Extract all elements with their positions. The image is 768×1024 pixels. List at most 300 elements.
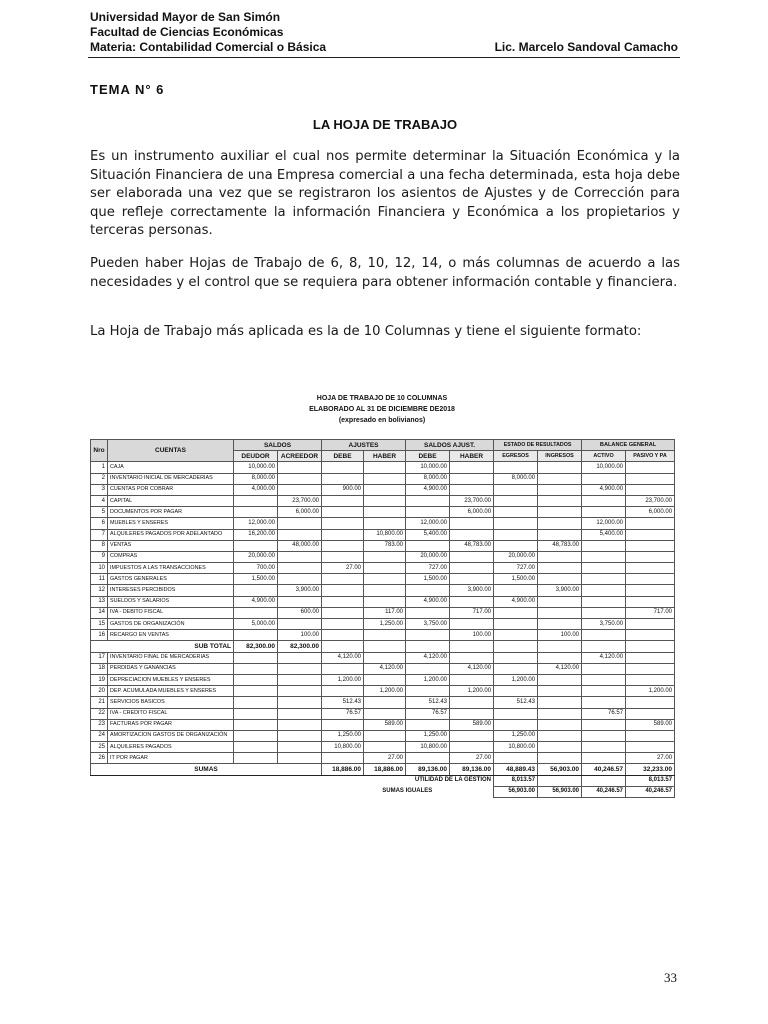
amount-cell: 5,000.00 [234,619,278,630]
amount-cell [538,473,582,484]
row-number: 5 [91,507,108,518]
utilidad-pasivo: 8,013.57 [626,775,675,786]
amount-cell [322,630,364,641]
amount-cell: 4,120.00 [364,663,406,674]
amount-cell: 48,000.00 [278,540,322,551]
amount-cell [582,596,626,607]
empty-cell [538,641,582,652]
account-name: IMPUESTOS A LAS TRANSACCIONES [108,563,234,574]
empty-cell [91,775,322,786]
amount-cell: 4,120.00 [406,652,450,663]
amount-cell: 6,000.00 [450,507,494,518]
amount-cell [234,495,278,506]
account-name: MUEBLES Y ENSERES [108,518,234,529]
sub-header: PASIVO Y PA [626,451,675,462]
row-number: 16 [91,630,108,641]
header-divider [88,57,680,58]
amount-cell [494,753,538,764]
paragraph-2: Pueden haber Hojas de Trabajo de 6, 8, 10, 12, 14, o más columnas de acuerdo a las necesidades y el control que se requiera para obtener información contable y financiera. [90,256,680,290]
amount-cell: 783.00 [364,540,406,551]
amount-cell [234,607,278,618]
amount-cell [406,630,450,641]
amount-cell [494,484,538,495]
row-number: 10 [91,563,108,574]
faculty-name: Facultad de Ciencias Económicas [90,25,284,39]
amount-cell [494,529,538,540]
amount-cell: 3,900.00 [538,585,582,596]
amount-cell: 4,120.00 [538,663,582,674]
amount-cell [406,719,450,730]
paragraph-1: Es un instrumento auxiliar el cual nos permite determinar la Situación Económica y la Situación Financiera de una Empresa comercial a una fecha determinada, esta hoja debe ser elaborada una vez que se registraron los asientos de Ajustes y de Corrección para que refleje correctamente la información Financiera y Económica a los propietarios y terceras personas. [90,149,680,238]
amount-cell [364,708,406,719]
amount-cell: 727.00 [494,563,538,574]
table-row [91,462,675,473]
utilidad-egresos: 8,013.57 [494,775,538,786]
amount-cell [450,484,494,495]
amount-cell [278,473,322,484]
amount-cell [538,495,582,506]
amount-cell: 12,000.00 [582,518,626,529]
amount-cell: 4,900.00 [406,596,450,607]
amount-cell [322,607,364,618]
amount-cell [322,719,364,730]
amount-cell [494,719,538,730]
amount-cell [494,540,538,551]
amount-cell [450,462,494,473]
paragraph-3: La Hoja de Trabajo más aplicada es la de 10 Columnas y tiene el siguiente formato: [90,324,642,339]
amount-cell: 16,200.00 [234,529,278,540]
row-number: 11 [91,574,108,585]
amount-cell: 600.00 [278,607,322,618]
amount-cell [278,652,322,663]
group-header-row [91,440,675,451]
amount-cell [626,730,675,741]
amount-cell [364,551,406,562]
amount-cell [494,652,538,663]
amount-cell [582,607,626,618]
sumas-iguales-row [91,786,675,797]
amount-cell: 4,900.00 [406,484,450,495]
amount-cell [364,574,406,585]
amount-cell: 12,000.00 [406,518,450,529]
subtotal-label: SUB TOTAL [91,641,234,652]
amount-cell [278,484,322,495]
amount-cell [626,674,675,685]
amount-cell [538,686,582,697]
table-row [91,551,675,562]
amount-cell [582,585,626,596]
worksheet-heading [90,393,674,426]
row-number: 25 [91,742,108,753]
sub-header: ACREEDOR [278,451,322,462]
amount-cell [322,473,364,484]
amount-cell [450,563,494,574]
amount-cell: 1,500.00 [406,574,450,585]
amount-cell [626,663,675,674]
amount-cell: 1,200.00 [364,686,406,697]
amount-cell [582,697,626,708]
table-row [91,708,675,719]
table-row [91,742,675,753]
sumas-cell: 40,246.57 [582,764,626,775]
account-name: AMORTIZACION GASTOS DE ORGANIZACIÓN [108,730,234,741]
row-number: 14 [91,607,108,618]
amount-cell [538,563,582,574]
amount-cell: 20,000.00 [494,551,538,562]
sub-header: INGRESOS [538,451,582,462]
amount-cell: 1,200.00 [494,674,538,685]
amount-cell: 27.00 [450,753,494,764]
sumas-cell: 18,886.00 [322,764,364,775]
row-number: 19 [91,674,108,685]
table-row [91,686,675,697]
amount-cell [278,686,322,697]
sumas-iguales-cell: 40,246.57 [626,786,675,797]
amount-cell: 3,750.00 [406,619,450,630]
amount-cell [364,730,406,741]
amount-cell: 589.00 [626,719,675,730]
worksheet-image [90,393,674,815]
amount-cell [322,518,364,529]
amount-cell [538,507,582,518]
account-name: DEPRECIACION MUEBLES Y ENSERES [108,674,234,685]
amount-cell: 1,250.00 [406,730,450,741]
amount-cell: 5,400.00 [582,529,626,540]
amount-cell [538,719,582,730]
amount-cell [450,529,494,540]
amount-cell [278,574,322,585]
sumas-row [91,764,675,775]
amount-cell [234,686,278,697]
amount-cell [278,742,322,753]
amount-cell [494,585,538,596]
col-balance: BALANCE GENERAL [582,440,675,451]
empty-cell [582,775,626,786]
amount-cell [406,585,450,596]
amount-cell [364,563,406,574]
amount-cell [582,495,626,506]
amount-cell [538,708,582,719]
amount-cell: 4,120.00 [450,663,494,674]
amount-cell: 589.00 [450,719,494,730]
amount-cell [538,574,582,585]
amount-cell [278,529,322,540]
sumas-cell: 32,233.00 [626,764,675,775]
amount-cell: 5,400.00 [406,529,450,540]
amount-cell [538,619,582,630]
empty-cell [582,641,626,652]
amount-cell [538,607,582,618]
amount-cell [278,619,322,630]
amount-cell [322,753,364,764]
col-saldos-ajust: SALDOS AJUST. [406,440,494,451]
amount-cell: 23,700.00 [278,495,322,506]
amount-cell: 4,000.00 [234,484,278,495]
amount-cell [322,585,364,596]
amount-cell [582,507,626,518]
amount-cell [322,495,364,506]
amount-cell [538,529,582,540]
amount-cell [278,596,322,607]
sumas-cell: 18,886.00 [364,764,406,775]
amount-cell [322,507,364,518]
table-row [91,630,675,641]
page-number: 33 [664,970,677,985]
amount-cell [406,507,450,518]
amount-cell [494,507,538,518]
table-row [91,495,675,506]
worksheet-date: ELABORADO AL 31 DE DICIEMBRE DE2018 [309,406,455,413]
amount-cell [364,652,406,663]
sub-header: ACTIVO [582,451,626,462]
amount-cell [582,719,626,730]
account-name: DEP. ACUMULADA MUEBLES Y ENSERES [108,686,234,697]
col-estado: ESTADO DE RESULTADOS [494,440,582,451]
empty-cell [406,641,450,652]
amount-cell [234,652,278,663]
amount-cell [450,652,494,663]
amount-cell [364,484,406,495]
amount-cell [234,674,278,685]
row-number: 21 [91,697,108,708]
amount-cell [322,686,364,697]
topic-heading: TEMA N° 6 [90,82,165,97]
amount-cell [278,563,322,574]
amount-cell: 27.00 [626,753,675,764]
empty-cell [626,641,675,652]
table-row [91,585,675,596]
amount-cell [582,563,626,574]
amount-cell: 10,000.00 [234,462,278,473]
amount-cell [626,462,675,473]
row-number: 8 [91,540,108,551]
amount-cell: 4,900.00 [494,596,538,607]
amount-cell: 8,000.00 [234,473,278,484]
amount-cell: 8,000.00 [406,473,450,484]
accounts-body [91,462,675,798]
utilidad-row [91,775,675,786]
amount-cell: 100.00 [538,630,582,641]
row-number: 24 [91,730,108,741]
amount-cell: 512.43 [406,697,450,708]
amount-cell: 100.00 [278,630,322,641]
amount-cell [234,742,278,753]
amount-cell: 10,800.00 [364,529,406,540]
amount-cell [626,630,675,641]
amount-cell [582,630,626,641]
amount-cell [322,529,364,540]
amount-cell [626,596,675,607]
col-saldos: SALDOS [234,440,322,451]
amount-cell [538,596,582,607]
table-row [91,540,675,551]
amount-cell [234,630,278,641]
amount-cell: 1,500.00 [494,574,538,585]
amount-cell: 12,000.00 [234,518,278,529]
amount-cell: 20,000.00 [234,551,278,562]
account-name: INVENTARIO FINAL DE MERCADERIAS [108,652,234,663]
amount-cell [322,663,364,674]
amount-cell [494,663,538,674]
amount-cell [450,596,494,607]
amount-cell [234,540,278,551]
amount-cell: 1,200.00 [322,674,364,685]
amount-cell [582,686,626,697]
table-row [91,596,675,607]
amount-cell [364,674,406,685]
amount-cell [626,518,675,529]
amount-cell: 27.00 [364,753,406,764]
amount-cell [364,495,406,506]
row-number: 2 [91,473,108,484]
account-name: VENTAS [108,540,234,551]
amount-cell: 1,250.00 [494,730,538,741]
amount-cell [234,585,278,596]
amount-cell: 4,900.00 [582,484,626,495]
table-row [91,518,675,529]
amount-cell [364,742,406,753]
amount-cell: 700.00 [234,563,278,574]
amount-cell [538,730,582,741]
amount-cell [450,551,494,562]
amount-cell [364,507,406,518]
sub-header: HABER [364,451,406,462]
amount-cell [278,663,322,674]
amount-cell: 10,800.00 [322,742,364,753]
amount-cell [278,551,322,562]
subtotal-deudor: 82,300.00 [234,641,278,652]
col-nro: Nro [91,440,108,462]
amount-cell [406,540,450,551]
sumas-label: SUMAS [91,764,322,775]
amount-cell [364,462,406,473]
amount-cell [234,663,278,674]
account-name: ALQUILERES PAGADOS POR ADELANTADO [108,529,234,540]
sub-header: HABER [450,451,494,462]
amount-cell [494,462,538,473]
amount-cell [450,697,494,708]
empty-cell [322,641,364,652]
amount-cell [234,697,278,708]
amount-cell: 48,783.00 [450,540,494,551]
table-row [91,607,675,618]
amount-cell: 1,500.00 [234,574,278,585]
amount-cell [626,708,675,719]
amount-cell [406,686,450,697]
amount-cell: 10,000.00 [406,462,450,473]
amount-cell: 3,900.00 [278,585,322,596]
row-number: 20 [91,686,108,697]
empty-cell [450,641,494,652]
amount-cell [494,607,538,618]
amount-cell [234,719,278,730]
account-name: CUENTAS POR COBRAR [108,484,234,495]
table-row [91,674,675,685]
sub-header: DEBE [406,451,450,462]
amount-cell: 3,750.00 [582,619,626,630]
amount-cell [234,730,278,741]
amount-cell [406,663,450,674]
amount-cell: 717.00 [450,607,494,618]
table-row [91,507,675,518]
amount-cell [364,630,406,641]
university-name: Universidad Mayor de San Simón [90,10,281,24]
account-name: CAPITAL [108,495,234,506]
table-row [91,574,675,585]
account-name: GASTOS GENERALES [108,574,234,585]
amount-cell [278,697,322,708]
amount-cell [278,708,322,719]
subtotal-acreedor: 82,300.00 [278,641,322,652]
amount-cell [450,708,494,719]
amount-cell: 8,000.00 [494,473,538,484]
amount-cell [234,708,278,719]
amount-cell: 1,200.00 [626,686,675,697]
row-number: 1 [91,462,108,473]
amount-cell: 100.00 [450,630,494,641]
amount-cell [626,742,675,753]
sumas-iguales-cell: 56,903.00 [494,786,538,797]
amount-cell [322,619,364,630]
amount-cell [494,619,538,630]
row-number: 4 [91,495,108,506]
amount-cell: 589.00 [364,719,406,730]
sumas-cell: 48,889.43 [494,764,538,775]
amount-cell [406,753,450,764]
amount-cell [322,540,364,551]
account-name: ALQUILERES PAGADOS [108,742,234,753]
amount-cell [582,551,626,562]
amount-cell [538,742,582,753]
amount-cell [494,518,538,529]
col-ajustes: AJUSTES [322,440,406,451]
amount-cell [322,596,364,607]
worksheet-title: HOJA DE TRABAJO DE 10 COLUMNAS [316,395,448,402]
amount-cell [234,507,278,518]
table-row [91,652,675,663]
amount-cell [538,652,582,663]
amount-cell [582,473,626,484]
amount-cell: 117.00 [364,607,406,618]
amount-cell [626,551,675,562]
amount-cell: 20,000.00 [406,551,450,562]
table-row [91,697,675,708]
amount-cell [626,473,675,484]
amount-cell [582,674,626,685]
amount-cell: 1,200.00 [450,686,494,697]
amount-cell: 10,800.00 [406,742,450,753]
amount-cell [278,518,322,529]
amount-cell [278,462,322,473]
amount-cell: 717.00 [626,607,675,618]
sumas-iguales-cell: 56,903.00 [538,786,582,797]
amount-cell [450,574,494,585]
amount-cell [364,585,406,596]
row-number: 26 [91,753,108,764]
amount-cell [538,551,582,562]
amount-cell [538,484,582,495]
worksheet-currency: (expresado en bolivianos) [338,417,426,424]
table-row [91,753,675,764]
amount-cell: 3,900.00 [450,585,494,596]
amount-cell [538,753,582,764]
col-cuentas: CUENTAS [108,440,234,462]
table-row [91,529,675,540]
amount-cell [450,619,494,630]
account-name: RECARGO EN VENTAS [108,630,234,641]
amount-cell [450,473,494,484]
section-title: LA HOJA DE TRABAJO [312,117,458,132]
